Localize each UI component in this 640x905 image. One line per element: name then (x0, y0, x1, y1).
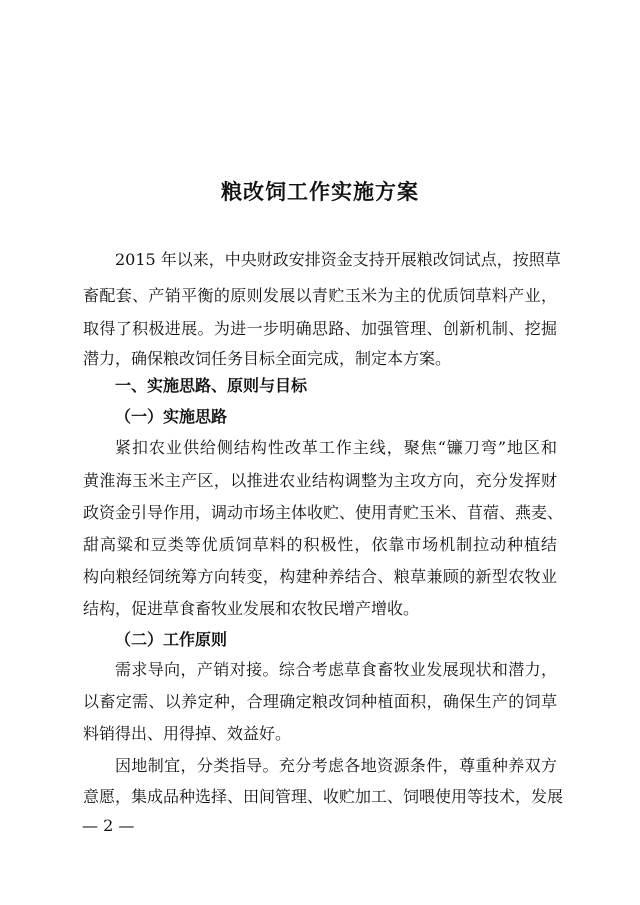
paragraph-line: 紧扣农业供给侧结构性改革工作主线，聚焦“镰刀弯”地区和 (115, 438, 557, 457)
section-heading: 一、实施思路、原则与目标 (115, 376, 308, 395)
paragraph-line: 结构，促进草食畜牧业发展和农牧民增产增收。 (83, 599, 420, 618)
paragraph-line: 黄淮海玉米主产区，以推进农业结构调整为主攻方向，充分发挥财 (83, 471, 557, 490)
paragraph-line: 2015 年以来，中央财政安排资金支持开展粮改饲试点，按照草 (115, 250, 561, 269)
page-number: — 2 — (82, 816, 135, 835)
paragraph-line: 以畜定需、以养定种，合理确定粮改饲种植面积，确保生产的饲草 (83, 692, 557, 711)
paragraph-line: 需求导向，产销对接。综合考虑草食畜牧业发展现状和潜力， (115, 660, 557, 679)
paragraph-line: 因地制宜，分类指导。充分考虑各地资源条件，尊重种养双方 (115, 756, 557, 775)
paragraph-line: 取得了积极进展。为进一步明确思路、加强管理、创新机制、挖掘 (83, 319, 557, 338)
subsection-heading: （二）工作原则 (115, 630, 228, 649)
document-title: 粮改饲工作实施方案 (221, 179, 419, 204)
paragraph-line: 畜配套、产销平衡的原则发展以青贮玉米为主的优质饲草料产业， (83, 286, 557, 305)
paragraph-line: 料销得出、用得掉、效益好。 (83, 724, 292, 743)
paragraph-line: 意愿，集成品种选择、田间管理、收贮加工、饲喂使用等技术，发展 (83, 787, 564, 806)
paragraph-line: 甜高粱和豆类等优质饲草料的积极性，依靠市场机制拉动种植结 (83, 535, 557, 554)
subsection-heading: （一）实施思路 (115, 407, 228, 426)
paragraph-line: 潜力，确保粮改饲任务目标全面完成，制定本方案。 (83, 349, 452, 368)
paragraph-line: 政资金引导作用，调动市场主体收贮、使用青贮玉米、苜蓿、燕麦、 (83, 503, 564, 522)
paragraph-line: 构向粮经饲统筹方向转变，构建种养结合、粮草兼顾的新型农牧业 (83, 567, 557, 586)
